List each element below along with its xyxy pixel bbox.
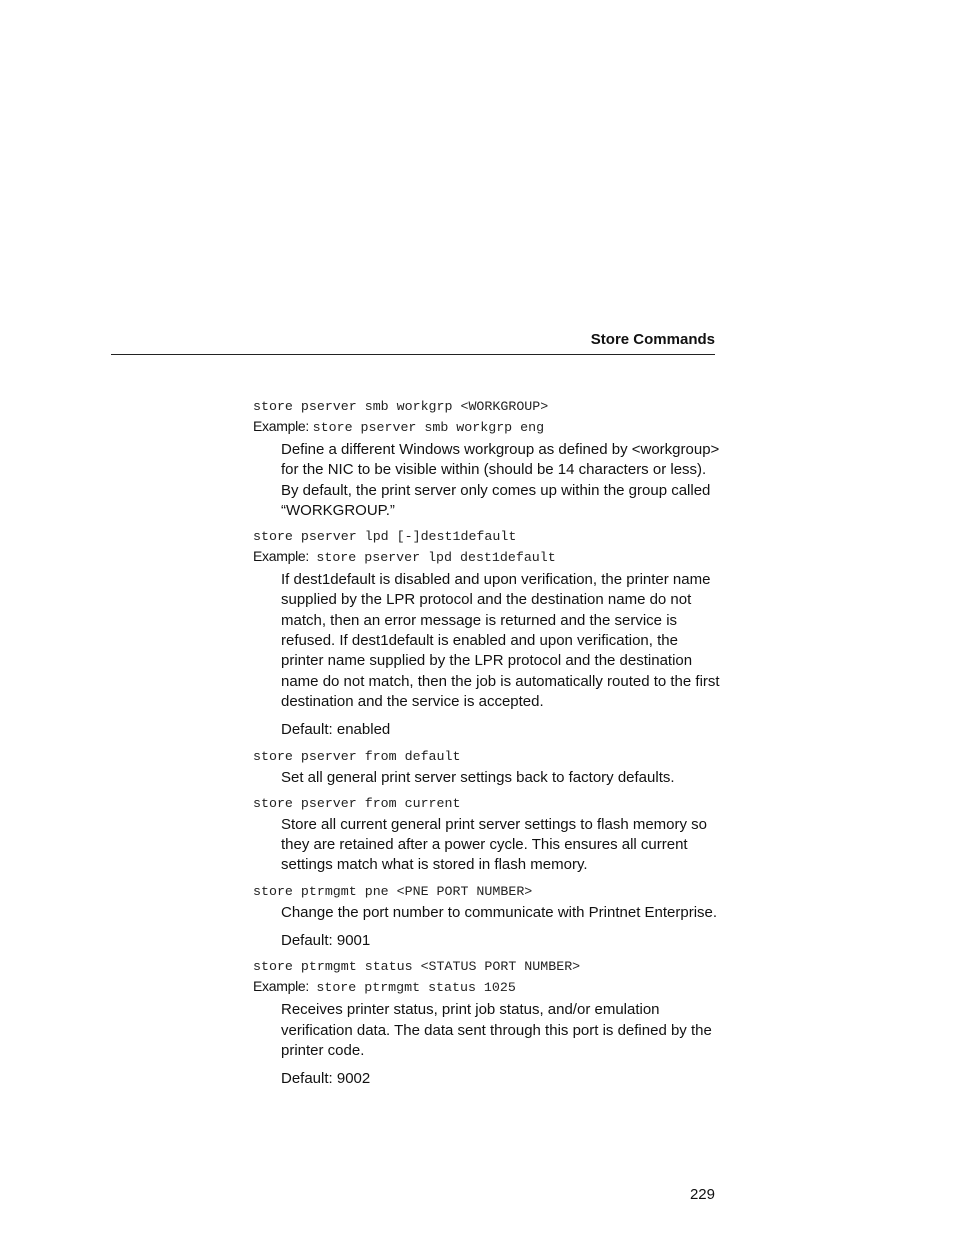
command-entry — [253, 747, 715, 788]
command-default: Default: 9001 — [281, 932, 371, 950]
command-entry — [253, 794, 715, 876]
command-syntax: store pserver from current — [253, 795, 461, 811]
command-entry — [253, 397, 720, 521]
example-code: store pserver smb workgrp eng — [312, 420, 545, 435]
command-syntax: store ptrmgmt pne <PNE PORT NUMBER> — [253, 883, 533, 899]
command-description: Define a different Windows workgroup as defined by <workgroup> for the NIC to be visible within (should be 14 characters or less). By default, the print server only comes up within the group called “WORKGROUP.” — [281, 441, 720, 519]
command-entry — [253, 957, 715, 1089]
command-syntax: store ptrmgmt status <STATUS PORT NUMBER> — [253, 959, 581, 975]
example-label: Example: — [253, 978, 309, 995]
command-description: Store all current general print server settings to flash memory so they are retained after a power cycle. This ensures all current settings match what is stored in flash memory. — [281, 815, 708, 874]
command-example — [253, 416, 715, 438]
command-entry — [253, 882, 718, 952]
command-description: Set all general print server settings back to factory defaults. — [281, 768, 675, 786]
command-example — [253, 976, 715, 998]
command-description: Change the port number to communicate with Printnet Enterprise. — [281, 903, 718, 921]
command-example — [253, 546, 715, 568]
page-number: 229 — [689, 1186, 715, 1203]
command-syntax: store pserver lpd [-]dest1default — [253, 529, 517, 545]
example-label: Example: — [253, 548, 309, 565]
command-syntax: store pserver from default — [253, 748, 461, 764]
command-syntax: store pserver smb workgrp <WORKGROUP> — [253, 399, 549, 414]
command-description: Receives printer status, print job status, and/or emulation verification data. The data sent through this port is defined by the printer code. — [281, 1001, 712, 1059]
section-title: Store Commands — [590, 331, 715, 348]
example-code: store pserver lpd dest1default — [316, 550, 556, 566]
command-default: Default: enabled — [281, 721, 391, 739]
header-divider — [111, 354, 715, 355]
command-default: Default: 9002 — [281, 1070, 371, 1088]
example-code: store ptrmgmt status 1025 — [316, 980, 516, 996]
example-label: Example: — [253, 418, 309, 434]
command-list — [253, 397, 720, 1090]
command-description: If dest1default is disabled and upon verification, the printer name supplied by the LPR protocol and the destination name do not match, then an error message is returned and the service is refused. If dest1default is enabled and upon verification, the printer name supplied by the LPR protocol and the destination name do not match, then the job is automatically routed to the first destination and the service is accepted. — [281, 571, 720, 710]
command-entry — [253, 527, 720, 740]
